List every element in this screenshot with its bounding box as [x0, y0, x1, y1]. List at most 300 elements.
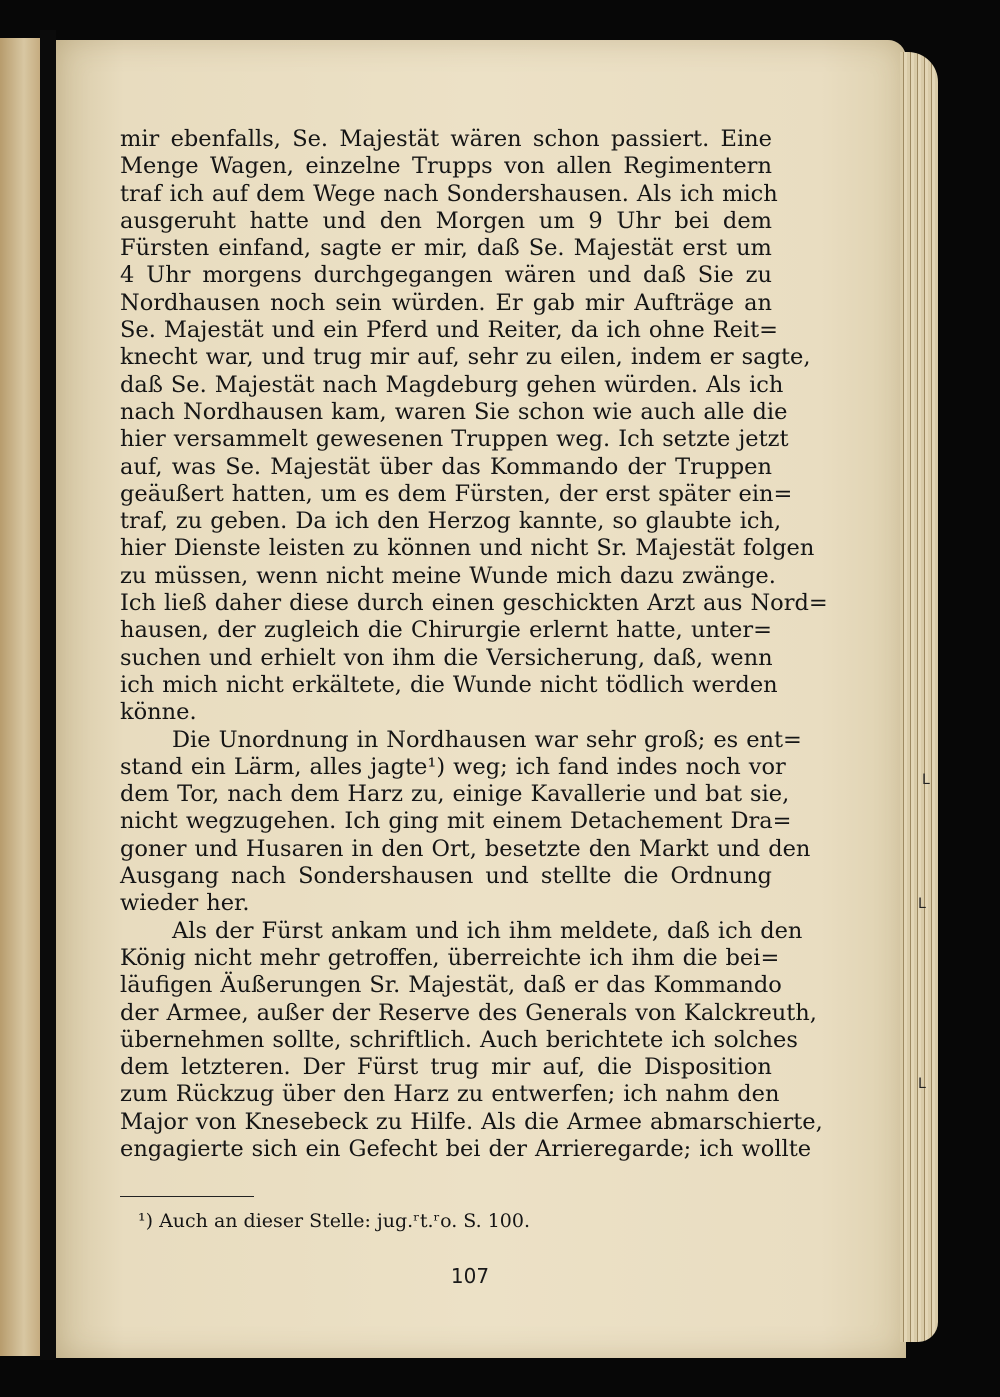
word: trug — [313, 344, 362, 371]
word: wären — [504, 262, 576, 289]
word: Majestät — [573, 235, 674, 262]
word: erlernt — [529, 617, 608, 644]
footnote-text: Auch an dieser Stelle: jug.ʳt.ʳo. S. 100. — [159, 1210, 530, 1232]
word: und — [436, 317, 480, 344]
word: und — [271, 317, 316, 344]
text-line — [120, 235, 772, 262]
word: hausen, — [120, 617, 209, 644]
word: ich — [749, 371, 784, 398]
word: ich — [717, 917, 753, 944]
word: auf, — [120, 453, 163, 480]
word: mir — [120, 126, 160, 152]
word: und — [485, 863, 529, 890]
word: nach — [227, 781, 283, 808]
footnote-rule — [120, 1196, 254, 1197]
word: Herzog — [427, 508, 511, 535]
word: Als — [636, 180, 672, 207]
word: nach — [231, 863, 287, 890]
word: schon — [532, 126, 600, 152]
word: zu — [120, 562, 147, 589]
word: geschickten — [502, 590, 640, 617]
word: dazu — [619, 562, 675, 589]
word: zu — [745, 262, 772, 289]
word: sehr — [467, 344, 518, 371]
word: bat — [705, 781, 743, 808]
text-line — [120, 645, 772, 672]
word: Ich — [120, 590, 156, 617]
word: Harz — [393, 1081, 449, 1108]
word: die — [752, 398, 788, 425]
word: Fürst — [356, 1054, 419, 1081]
word: erst — [605, 480, 651, 507]
word: bei — [674, 207, 710, 234]
word: daß — [523, 972, 567, 999]
word: ich — [623, 1081, 658, 1108]
word: das — [606, 972, 646, 999]
word: um — [320, 480, 357, 507]
word: hier — [120, 535, 166, 562]
word: Knesebeck — [244, 1108, 368, 1135]
word: ich, — [739, 508, 782, 535]
word: Hilfe. — [410, 1108, 474, 1135]
word: mit — [446, 808, 485, 835]
word: weg; — [453, 753, 508, 780]
facing-page-edge — [0, 38, 40, 1356]
text-line — [120, 999, 817, 1027]
word: Unordnung — [218, 726, 349, 753]
word: Kommando — [653, 972, 782, 999]
text-line — [120, 426, 789, 453]
word: auf, — [417, 344, 460, 371]
word: wegzugehen. — [185, 808, 337, 835]
word: Trupps — [412, 153, 493, 180]
word: ihm — [508, 917, 552, 944]
text-line — [120, 180, 778, 208]
word: wollte — [741, 1135, 812, 1162]
word: Truppen — [451, 426, 549, 453]
word: stand — [120, 753, 183, 780]
text-line — [120, 290, 772, 317]
word: war, — [205, 344, 254, 371]
text-line — [120, 699, 772, 726]
word: Kommando — [489, 453, 619, 480]
word: ich — [515, 753, 551, 780]
word: eilen, — [560, 344, 623, 371]
word: jagte¹) — [370, 753, 446, 780]
word: sich — [251, 1135, 298, 1162]
text-line — [120, 671, 778, 699]
word: Se. — [170, 371, 207, 398]
word: der — [217, 617, 256, 644]
word: nach — [322, 371, 378, 398]
word: mehr — [259, 944, 320, 971]
word: versammelt — [173, 426, 308, 453]
word: später — [658, 480, 731, 507]
word: Versicherung, — [486, 644, 646, 671]
text-line — [120, 726, 802, 754]
word: daß — [120, 371, 163, 398]
word: ein — [190, 753, 226, 780]
word: einem — [492, 808, 563, 835]
word: nicht — [193, 944, 252, 971]
word: außer — [256, 999, 324, 1026]
word: morgens — [202, 262, 302, 289]
word: waren — [394, 398, 466, 425]
word: Sie — [697, 262, 734, 289]
page-edges — [900, 52, 938, 1342]
word: zugleich — [263, 617, 360, 644]
word: Regimentern — [623, 153, 772, 180]
word: was — [171, 453, 217, 480]
word: wieder — [120, 890, 199, 917]
word: mich — [722, 180, 778, 207]
text-line — [120, 480, 793, 508]
word: würden. — [391, 289, 486, 316]
word: daß, — [653, 644, 704, 671]
text-line — [120, 617, 772, 644]
word: ich — [589, 944, 624, 971]
word: ein — [305, 1135, 341, 1162]
word: dem — [256, 180, 306, 207]
word: engagierte — [120, 1135, 244, 1162]
word: geäußert — [120, 480, 224, 507]
word: von — [635, 999, 677, 1026]
text-line — [120, 208, 772, 235]
word: traf — [120, 180, 162, 207]
word: erhielt — [260, 644, 336, 671]
word: Als — [481, 1108, 517, 1135]
word: kam, — [331, 398, 387, 425]
word: Kalckreuth, — [684, 999, 817, 1026]
word: abmarschierte, — [650, 1108, 823, 1135]
text-line — [120, 835, 811, 863]
word: Ich — [344, 808, 381, 835]
word: zu, — [411, 781, 445, 808]
word: daß — [667, 917, 710, 944]
word: nicht — [120, 808, 178, 835]
word: Ich — [618, 426, 655, 453]
word: und — [587, 262, 632, 289]
word: besetzte — [484, 835, 581, 862]
word: Als — [172, 917, 207, 944]
text-line — [120, 1026, 798, 1054]
word: von — [504, 153, 545, 180]
page-number-row — [0, 1264, 1000, 1288]
text-line — [120, 535, 815, 562]
word: Magdeburg — [385, 371, 519, 398]
word: ging — [388, 808, 439, 835]
word: über — [379, 453, 433, 480]
word: König — [120, 944, 186, 971]
word: leisten — [268, 535, 345, 562]
word: da — [570, 317, 599, 344]
word: mich — [556, 562, 612, 589]
text-line — [120, 781, 790, 808]
word: folgen — [743, 535, 815, 562]
word: meldete, — [559, 917, 660, 944]
word: ich — [679, 180, 715, 207]
word: traf, — [120, 508, 168, 535]
word: passiert. — [610, 126, 710, 152]
word: ein — [323, 317, 359, 344]
word: Wege — [313, 180, 376, 207]
word: wenn — [711, 644, 773, 671]
text-line — [120, 1081, 780, 1108]
word: ich — [120, 671, 155, 698]
word: den — [379, 207, 422, 234]
text-line — [120, 890, 772, 917]
word: alles — [309, 753, 363, 780]
word: diese — [289, 590, 349, 617]
text-line — [120, 454, 772, 481]
word: Arzt — [647, 590, 696, 617]
word: Äußerungen — [220, 972, 362, 999]
word: den — [768, 835, 811, 862]
word: an — [744, 289, 772, 316]
word: Nordhausen — [120, 289, 261, 316]
word: er — [390, 235, 415, 262]
word: Sie — [473, 398, 510, 425]
word: schon — [517, 398, 585, 425]
word: sein — [335, 289, 382, 316]
word: Major — [120, 1108, 188, 1135]
word: läufigen — [120, 972, 213, 999]
edge-mark: L — [922, 772, 930, 788]
word: ein= — [738, 480, 793, 507]
word: in — [351, 835, 374, 862]
word: daß — [476, 235, 520, 262]
word: Sondershausen. — [446, 180, 629, 207]
word: Markt — [638, 835, 709, 862]
text-line — [120, 126, 772, 153]
word: sagte, — [741, 344, 811, 371]
word: Fürst — [261, 917, 323, 944]
word: wenn — [256, 562, 318, 589]
word: auch — [640, 398, 696, 425]
word: die — [682, 944, 718, 971]
word: ich — [671, 1026, 706, 1053]
text-line — [120, 1054, 772, 1081]
word: der — [558, 480, 598, 507]
word: mir — [369, 344, 410, 371]
word: daß — [643, 262, 686, 289]
word: 9 — [588, 207, 603, 234]
word: Da — [295, 508, 327, 535]
word: Pferd — [366, 317, 429, 344]
word: kannte, — [518, 508, 605, 535]
word: allen — [556, 153, 612, 180]
word: ihm — [392, 644, 436, 671]
word: ankam — [330, 917, 408, 944]
word: tödlich — [605, 671, 685, 698]
word: schriftlich. — [349, 1026, 473, 1053]
word: ihm — [631, 944, 675, 971]
word: zu — [456, 1081, 484, 1108]
word: es — [713, 726, 739, 753]
word: Morgen — [435, 207, 526, 234]
word: so — [612, 508, 638, 535]
word: zu — [352, 535, 380, 562]
text-line — [120, 753, 786, 781]
text-line — [120, 917, 803, 945]
word: durchgegangen — [313, 262, 493, 289]
word: Harz — [347, 781, 404, 808]
word: erst — [682, 235, 728, 262]
word: unter= — [691, 617, 772, 644]
text-line — [120, 808, 792, 835]
word: Generals — [525, 999, 628, 1026]
word: suchen — [120, 644, 201, 671]
word: dem — [722, 207, 772, 234]
word: übernehmen — [120, 1026, 265, 1053]
text-line — [120, 1135, 812, 1163]
word: ent= — [746, 726, 802, 753]
word: solches — [713, 1026, 798, 1053]
word: von — [195, 1108, 237, 1135]
word: gehen — [526, 371, 597, 398]
word: er — [574, 972, 599, 999]
word: Rückzug — [175, 1081, 275, 1108]
text-line — [120, 1108, 823, 1136]
word: Majestät — [339, 126, 440, 152]
word: mich — [162, 671, 218, 698]
word: nicht — [325, 562, 384, 589]
word: den — [377, 508, 420, 535]
word: mir — [584, 289, 625, 316]
word: Eine — [720, 126, 772, 152]
word: hatte, — [616, 617, 683, 644]
word: und — [261, 344, 306, 371]
word: ich — [466, 917, 501, 944]
text-line — [120, 317, 779, 344]
word: berichtete — [545, 1026, 664, 1053]
word: noch — [270, 289, 326, 316]
word: 4 — [120, 262, 135, 289]
word: das — [441, 453, 481, 480]
word: her. — [206, 890, 250, 917]
word: nach — [383, 180, 439, 207]
word: Reserve — [378, 999, 471, 1026]
word: Der — [302, 1054, 345, 1081]
word: sie, — [750, 781, 790, 808]
word: Ausgang — [120, 863, 219, 890]
word: Majestät — [163, 317, 264, 344]
word: die — [409, 671, 445, 698]
word: und — [716, 835, 761, 862]
word: Sondershausen — [298, 863, 474, 890]
word: Dra= — [730, 808, 792, 835]
word: auf — [211, 180, 249, 207]
footnote — [138, 1210, 530, 1232]
word: weg. — [556, 426, 611, 453]
body-text — [120, 126, 828, 1163]
word: der — [215, 917, 254, 944]
word: hatte — [249, 207, 309, 234]
word: wie — [592, 398, 633, 425]
word: auf, — [542, 1054, 586, 1081]
word: die — [597, 1054, 633, 1081]
word: dem — [120, 781, 170, 808]
word: indes — [616, 753, 678, 780]
word: knecht — [120, 344, 198, 371]
word: war — [534, 726, 578, 753]
word: hier — [120, 426, 166, 453]
word: sollte, — [272, 1026, 342, 1053]
word: Husaren — [245, 835, 344, 862]
word: den — [737, 1081, 780, 1108]
word: Majestät — [635, 535, 736, 562]
word: Tor, — [177, 781, 220, 808]
page-number: 107 — [450, 1264, 490, 1288]
word: über — [282, 1081, 336, 1108]
word: die — [367, 617, 403, 644]
word: Nordhausen — [386, 726, 527, 753]
word: zu — [175, 508, 203, 535]
word: setzte — [662, 426, 731, 453]
word: einen — [431, 590, 495, 617]
word: Reit= — [712, 317, 779, 344]
word: bei= — [725, 944, 780, 971]
word: Uhr — [616, 207, 661, 234]
edge-mark: L — [918, 896, 926, 912]
word: ich — [699, 1135, 734, 1162]
word: der — [627, 453, 666, 480]
word: alle — [703, 398, 745, 425]
word: einfand, — [218, 235, 312, 262]
text-line — [120, 508, 782, 535]
word: um — [538, 207, 575, 234]
word: Se. — [225, 453, 262, 480]
word: in — [356, 726, 379, 753]
word: können — [387, 535, 472, 562]
word: Er — [495, 289, 523, 316]
word: den — [588, 835, 631, 862]
word: Majestät — [214, 371, 315, 398]
word: nicht — [530, 535, 589, 562]
word: Majestät, — [408, 972, 516, 999]
word: fand — [558, 753, 609, 780]
word: ließ — [163, 590, 207, 617]
word: jetzt — [738, 426, 789, 453]
word: Auch — [480, 1026, 538, 1053]
word: einige — [452, 781, 523, 808]
word: sagte — [320, 235, 382, 262]
word: getroffen, — [327, 944, 440, 971]
word: und — [322, 207, 367, 234]
word: Ort, — [431, 835, 477, 862]
word: Se. — [120, 317, 156, 344]
word: aus — [703, 590, 743, 617]
text-line — [120, 371, 784, 399]
word: Detachement — [570, 808, 723, 835]
word: trug — [430, 1054, 480, 1081]
text-line — [120, 562, 776, 590]
word: werden — [692, 671, 778, 698]
word: ich — [169, 180, 204, 207]
word: Nord= — [750, 590, 828, 617]
word: ebenfalls, — [170, 126, 281, 152]
word: bei — [445, 1135, 481, 1162]
word: der — [120, 999, 159, 1026]
word: und — [208, 644, 253, 671]
word: entwerfen; — [491, 1081, 616, 1108]
word: Disposition — [644, 1054, 772, 1081]
word: indem — [630, 344, 702, 371]
word: einzelne — [305, 153, 401, 180]
word: erkältete, — [291, 671, 402, 698]
word: die — [623, 863, 659, 890]
word: könne. — [120, 699, 197, 726]
